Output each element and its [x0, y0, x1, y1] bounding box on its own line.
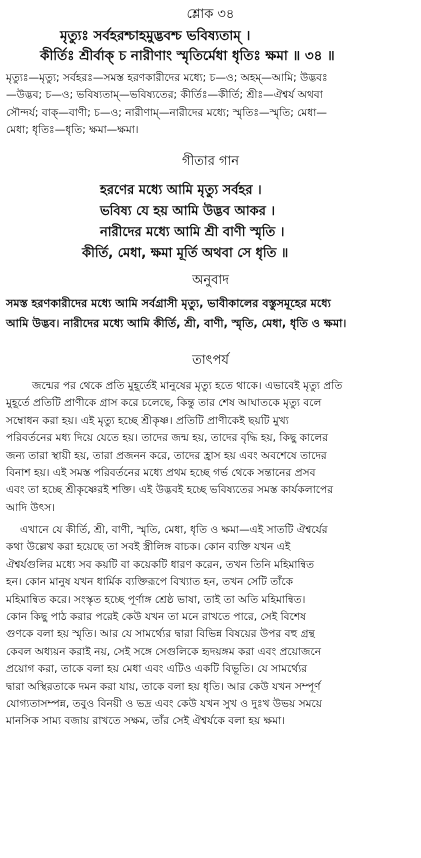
purport-line: কোন কিছু পাঠ করার পরেই কেউ যখন তা মনে রাখতে পারে, সেই বিশেষ: [6, 611, 306, 624]
song-line: কীর্তি, মেধা, ক্ষমা মূর্তি অথবা সে ধৃতি ॥: [82, 246, 289, 261]
sloka-heading: শ্লোক ৩৪: [186, 7, 235, 22]
sloka-verse: [0, 26, 421, 66]
purport-line: মানসিক সাম্য বজায় রাখতে সক্ষম, তাঁর সেই ঐশ্বর্যকে বলা হয় ক্ষমা।: [6, 715, 285, 728]
purport-line: মুহূর্তে প্রতিটি প্রাণীকে গ্রাস করে চলেছে, কিন্তু তার শেষ আঘাতকে মৃত্যু বলে: [6, 397, 322, 410]
purport-line: হন। কোন মানুষ যখন ধার্মিক ব্যক্তিরূপে বিখ্যাত হন, তখন সেটি তাঁকে: [6, 576, 293, 589]
synonym-line: —উদ্ভব; চ—ও; ভবিষ্যতাম্—ভবিষ্যতের; কীর্তিঃ—কীর্তি; শ্রীঃ—ঐশ্বর্য অথবা: [6, 89, 323, 102]
purport-para2: [0, 522, 421, 731]
purport-line: কেবল অধ্যয়ন করাই নয়, সেই সঙ্গে সেগুলিকে হৃদয়ঙ্গম করা এবং প্রয়োজনে: [6, 645, 322, 658]
purport-line: মহিমান্বিত করে। সংস্কৃত হচ্ছে পূর্ণাঙ্গ শ্রেষ্ঠ ভাষা, তাই তা অতি মহিমান্বিত।: [6, 593, 306, 606]
purport-line: আদি উৎস।: [6, 501, 56, 514]
purport-title: তাৎপর্য: [192, 353, 229, 368]
song-line: ভবিষ্য যে হয় আমি উদ্ভব আকর ।: [100, 204, 276, 219]
purport-line: কথা উল্লেখ করা হয়েছে তা সবই স্ত্রীলিঙ্গ বাচক। কোন ব্যক্তি যখন এই: [6, 541, 291, 554]
purport-para1: [0, 378, 421, 517]
synonym-line: সৌন্দর্য; বাক্—বাণী; চ—ও; নারীণাম্—নারীদের মধ্যে; স্মৃতিঃ—স্মৃতি; মেধা—: [6, 106, 327, 119]
purport-line: বিনাশ হয়। এই সমস্ত পরিবর্তনের মধ্যে প্রথম হচ্ছে গর্ভ থেকে সন্তানের প্রসব: [6, 467, 316, 480]
purport-line: জন্য তারা স্থায়ী হয়, তারা প্রজনন করে, তাদের হ্রাস হয় এবং অবশেষে তাদের: [6, 449, 327, 462]
purport-line: সম্বোধন করা হয়। এই মৃত্যু হচ্ছে শ্রীকৃষ্ণ। প্রতিটি প্রাণীকেই ছয়টি মুখ্য: [6, 414, 289, 427]
synonym-line: মেধা; ধৃতিঃ—ধৃতি; ক্ষমা—ক্ষমা।: [6, 124, 139, 137]
song-line: নারীদের মধ্যে আমি শ্রী বাণী স্মৃতি ।: [100, 225, 285, 240]
translation-line: আমি উদ্ভব। নারীদের মধ্যে আমি কীর্তি, শ্রী, বাণী, স্মৃতি, মেধা, ধৃতি ও ক্ষমা।: [6, 317, 347, 330]
purport-line: এবং তা হচ্ছে শ্রীকৃষ্ণেরই শক্তি। এই উদ্ভবই হচ্ছে ভবিষ্যতের সমস্ত কার্যকলাপের: [6, 484, 334, 497]
purport-line: দ্বারা অস্থিরতাকে দমন করা যায়, তাকে বলা হয় ধৃতি। আর কেউ যখন সম্পূর্ণ: [6, 680, 321, 693]
verse-line: মৃত্যুঃ সর্বহরশ্চাহমুদ্ভবশ্চ ভবিষ্যতাম্ ।: [60, 28, 251, 44]
purport-line: প্রয়োগ করা, তাকে বলা হয় মেধা এবং এটিও একটি বিভূতি। যে সামর্থ্যের: [6, 663, 308, 676]
synonyms: [0, 70, 421, 140]
purport-line: যোগ্যতাসম্পন্ন, তবুও বিনয়ী ও ভদ্র এবং কেউ যখন সুখ ও দুঃখ উভয় সময়ে: [6, 698, 323, 711]
purport-line: এখানে যে কীর্তি, শ্রী, বাণী, স্মৃতি, মেধা, ধৃতি ও ক্ষমা—এই সাতটি ঐশ্বর্যের: [20, 524, 328, 536]
purport-line: ঐশ্বর্যগুলির মধ্যে সব কয়টি বা কয়েকটি ধারণ করেন, তখন তিনি মহিমান্বিত: [6, 558, 315, 571]
translation-title: অনুবাদ: [192, 273, 229, 288]
purport-line: জন্মের পর থেকে প্রতি মুহূর্তেই মানুষের মৃত্যু হতে থাকে। এভাবেই মৃত্যু প্রতি: [32, 380, 343, 392]
song-line: হরণের মধ্যে আমি মৃত্যু সর্বহর ।: [100, 183, 262, 198]
verse-line: কীর্তিঃ শ্রীর্বাক্ চ নারীণাং স্মৃতির্মেধা ধৃতিঃ ক্ষমা ॥ ৩৪ ॥: [40, 48, 335, 64]
purport-line: গুণকে বলা হয় স্মৃতি। আর যে সামর্থ্যের দ্বারা বিভিন্ন বিষয়ের উপর বহু গ্রন্থ: [6, 628, 315, 641]
translation: [0, 294, 421, 334]
synonym-line: মৃত্যুঃ—মৃত্যু; সর্বহরঃ—সমস্ত হরণকারীদের মধ্যে; চ—ও; অহম্—আমি; উদ্ভবঃ: [6, 72, 328, 84]
purport-line: পরিবর্তনের মধ্য দিয়ে যেতে হয়। তাদের জন্ম হয়, তাদের বৃদ্ধি হয়, কিছু কালের: [6, 432, 329, 445]
translation-line: সমস্ত হরণকারীদের মধ্যে আমি সর্বগ্রাসী মৃত্যু, ভাবীকালের বস্তুসমূহের মধ্যে: [6, 297, 331, 310]
gita-song-title: গীতার গান: [181, 154, 240, 169]
gita-song: [0, 180, 421, 264]
